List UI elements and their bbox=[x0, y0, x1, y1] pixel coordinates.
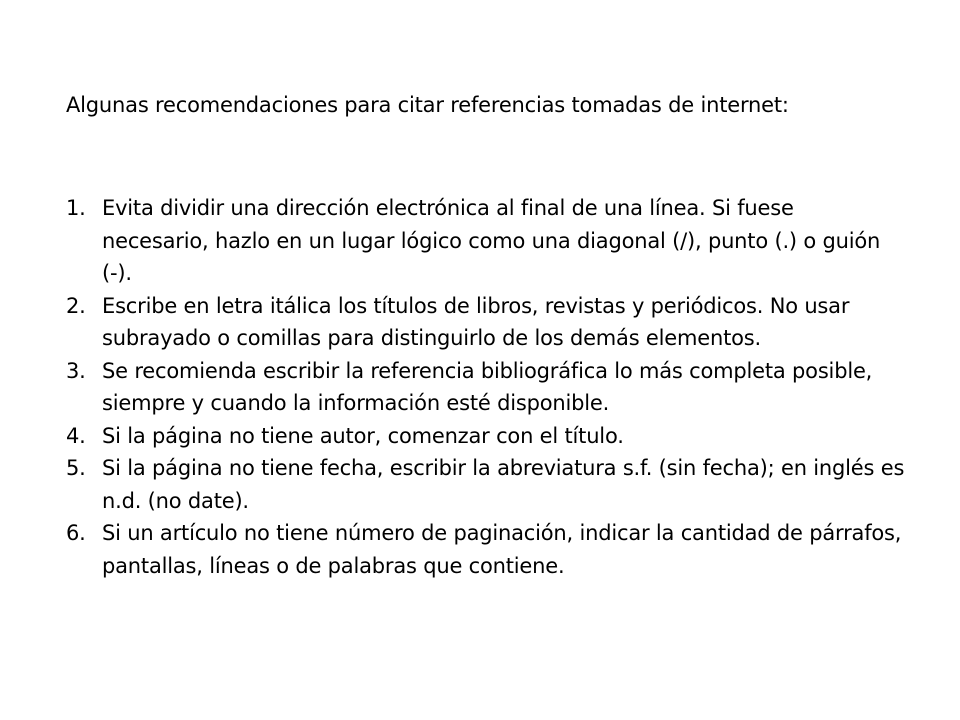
list-item-number: 2. bbox=[66, 293, 86, 318]
list-item bbox=[66, 355, 906, 420]
list-item bbox=[66, 452, 906, 517]
list-item bbox=[66, 192, 906, 290]
list-item-number: 4. bbox=[66, 423, 86, 448]
list-item-text: Si la página no tiene fecha, escribir la abreviatura s.f. (sin fecha); en inglés es n.d. (no date). bbox=[102, 456, 905, 513]
slide-heading: Algunas recomendaciones para citar referencias tomadas de internet: bbox=[66, 93, 789, 117]
list-item bbox=[66, 517, 906, 582]
list-item-number: 5. bbox=[66, 456, 86, 480]
list-item-text: Evita dividir una dirección electrónica al final de una línea. Si fuese necesario, hazlo en un lugar lógico como una diagonal (/), punto (.) o guión (-). bbox=[102, 196, 881, 285]
list-item bbox=[66, 290, 906, 355]
list-item-text: Escribe en letra itálica los títulos de libros, revistas y periódicos. No usar subrayado o comillas para distinguirlo de los demás elementos. bbox=[102, 293, 850, 350]
recommendations-list bbox=[66, 192, 906, 582]
list-item-number: 6. bbox=[66, 521, 86, 545]
list-item bbox=[66, 420, 906, 453]
list-item-number: 3. bbox=[66, 358, 86, 383]
list-item-text: Si la página no tiene autor, comenzar con el título. bbox=[102, 423, 624, 448]
list-item-text: Se recomienda escribir la referencia bibliográfica lo más completa posible, siempre y cuando la información esté disponible. bbox=[102, 358, 873, 415]
list-item-text: Si un artículo no tiene número de paginación, indicar la cantidad de párrafos, pantallas, líneas o de palabras que contiene. bbox=[102, 521, 902, 578]
list-item-number: 1. bbox=[66, 196, 86, 220]
